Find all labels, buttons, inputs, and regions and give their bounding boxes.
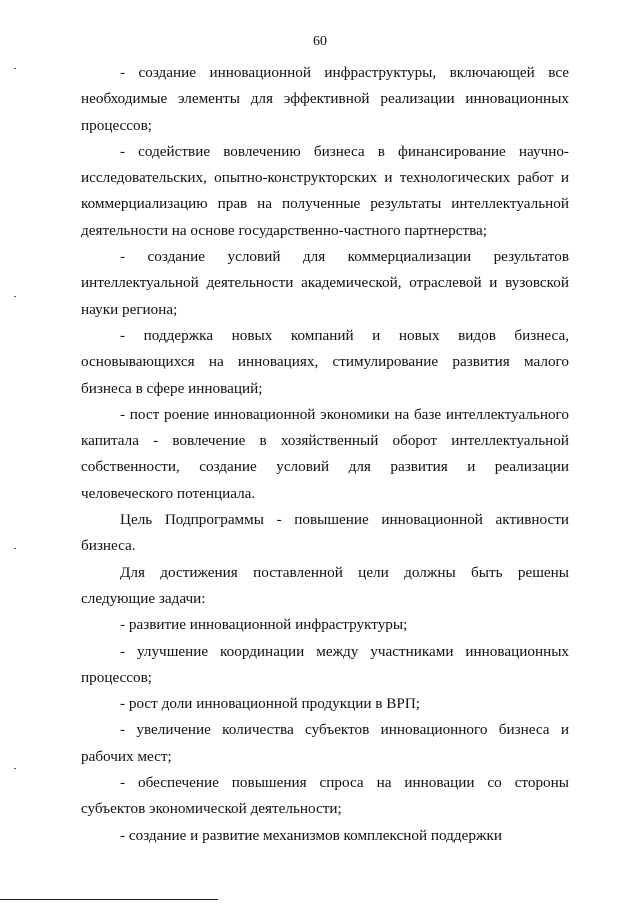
margin-mark (14, 296, 16, 297)
margin-mark (14, 768, 16, 769)
margin-mark (14, 68, 16, 69)
list-item: - создание инновационной инфраструктуры, включающей все необходимые элементы для эффективной реализации инновационных процессов; (81, 64, 569, 134)
tasks-intro-paragraph: Для достижения поставленной цели должны быть решены следующие задачи: (81, 563, 569, 607)
list-item: - содействие вовлечению бизнеса в финансирование научно-исследовательских, опытно-конструкторских и технологических работ и коммерциализацию прав на полученные результаты интеллектуальной деятельности на основе государственно-частного партнерства; (81, 142, 569, 239)
list-item: - создание условий для коммерциализации результатов интеллектуальной деятельности академической, отраслевой и вузовской науки региона; (81, 248, 569, 318)
document-body (81, 60, 569, 849)
task-item: - создание и развитие механизмов комплексной поддержки (120, 826, 502, 844)
goal-paragraph: Цель Подпрограммы - повышение инновационной активности бизнеса. (81, 511, 569, 555)
task-item: - развитие инновационной инфраструктуры; (120, 616, 408, 634)
task-item: - увеличение количества субъектов инновационного бизнеса и рабочих мест; (81, 721, 569, 765)
task-item: - улучшение координации между участниками инновационных процессов; (81, 642, 569, 686)
task-item: - обеспечение повышения спроса на инновации со стороны субъектов экономической деятельности; (81, 774, 569, 818)
list-item: - пост роение инновационной экономики на базе интеллектуального капитала - вовлечение в хозяйственный оборот интеллектуальной собственности, создание условий для развития и реализации человеческого потенциала. (81, 405, 569, 502)
page-number: 60 (313, 34, 327, 49)
margin-mark (14, 548, 16, 549)
footer-rule (0, 899, 218, 900)
list-item: - поддержка новых компаний и новых видов бизнеса, основывающихся на инновациях, стимулирование развития малого бизнеса в сфере инноваций; (81, 326, 569, 397)
task-item: - рост доли инновационной продукции в ВРП; (120, 695, 421, 713)
